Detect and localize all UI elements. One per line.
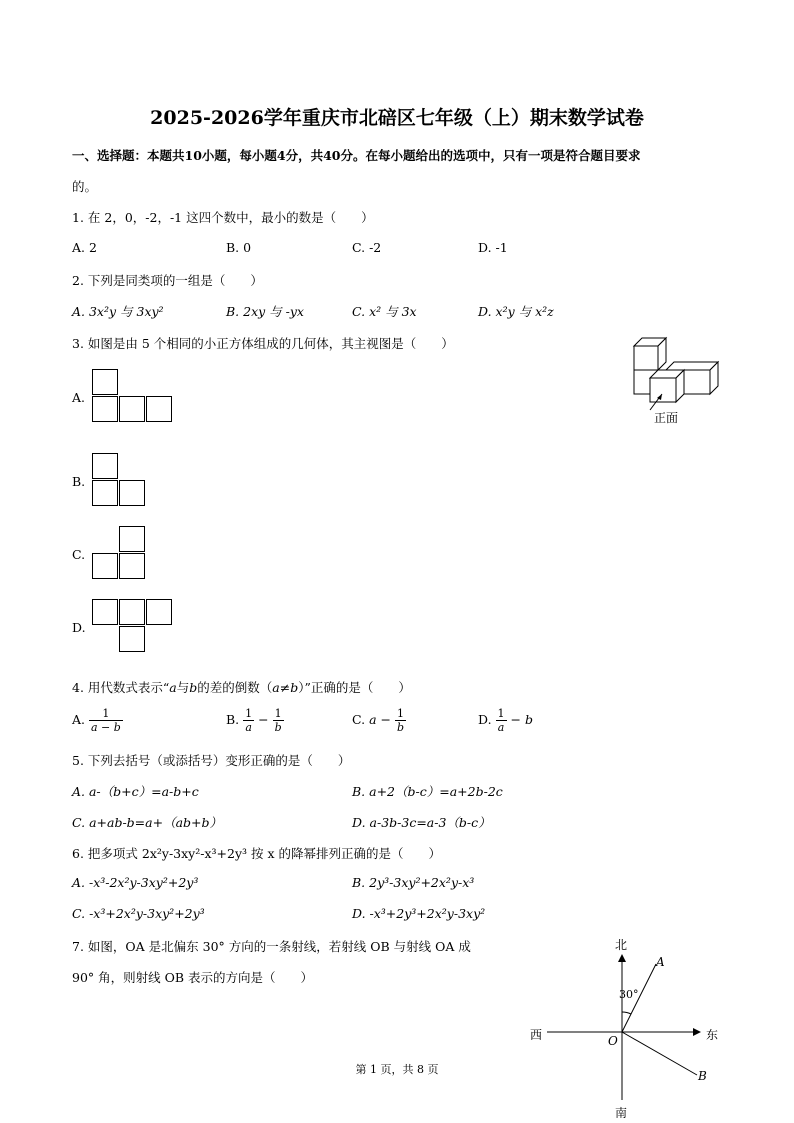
q1-stem: 1. 在 2，0，-2，-1 这四个数中，最小的数是（ ） [72, 210, 374, 225]
q3-stem: 3. 如图是由 5 个相同的小正方体组成的几何体，其主视图是（ ） [72, 336, 454, 351]
q1-option-b: B. 0 [226, 240, 252, 255]
q6-stem: 6. 把多项式 2x²y-3xy²-x³+2y³ 按 x 的降幂排列正确的是（ ） [72, 846, 442, 861]
label-south: 南 [615, 1106, 628, 1120]
q4-option-d: D. $\frac{1}{a}$ − b [478, 707, 533, 734]
q2-stem: 2. 下列是同类项的一组是（ ） [72, 273, 263, 288]
section-header-line2: 的。 [72, 179, 98, 194]
q3-option-b-label: B. [72, 474, 86, 489]
q6-option-c: C. -x³+2x²y-3xy²+2y³ [72, 906, 205, 921]
q4-option-a: A. $\frac{1}{a - b}$ [72, 707, 121, 734]
label-b: B [698, 1069, 707, 1083]
q6-option-a: A. -x³-2x²y-3xy²+2y³ [72, 875, 199, 890]
q3-front-label: 正面 [654, 411, 679, 425]
q5-option-c: C. a+ab-b=a+（ab+b） [72, 815, 223, 830]
q1-option-a: A. 2 [72, 240, 97, 255]
q3-option-a-figure [92, 369, 176, 425]
q2-option-c: C. x² 与 3x [352, 304, 417, 319]
label-a: A [656, 955, 665, 969]
q7-stem-line1: 7. 如图，OA 是北偏东 30° 方向的一条射线，若射线 OB 与射线 OA 成 [72, 939, 471, 954]
q7-stem-line2: 90° 角，则射线 OB 表示的方向是（ ） [72, 970, 314, 985]
q5-stem: 5. 下列去括号（或添括号）变形正确的是（ ） [72, 753, 351, 768]
q6-option-d: D. -x³+2y³+2x²y-3xy² [352, 906, 486, 921]
q6-option-b: B. 2y³-3xy²+2x²y-x³ [352, 875, 475, 890]
page-title: 2025-2026学年重庆市北碚区七年级（上）期末数学试卷 [150, 107, 644, 129]
section-header-line1: 一、选择题：本题共10小题，每小题4分，共40分。在每小题给出的选项中，只有一项是符合题目要求 [72, 148, 641, 163]
q3-option-b-figure [92, 453, 148, 509]
label-west: 西 [530, 1028, 543, 1042]
angle-arc [622, 1012, 631, 1014]
q5-option-b: B. a+2（b-c）=a+2b-2c [352, 784, 503, 799]
q2-option-a: A. 3x²y 与 3xy² [72, 304, 164, 319]
q3-option-d-figure [92, 599, 176, 655]
q5-option-a: A. a-（b+c）=a-b+c [72, 784, 199, 799]
q4-option-c: C. a − $\frac{1}{b}$ [352, 707, 405, 734]
label-angle: 30° [619, 988, 639, 1001]
label-east: 东 [706, 1028, 719, 1042]
q1-option-d: D. -1 [478, 240, 508, 255]
q3-option-d-label: D. [72, 620, 86, 635]
q2-option-b: B. 2xy 与 -yx [226, 304, 304, 319]
q3-option-c-figure [92, 526, 148, 582]
q2-option-d: D. x²y 与 x²z [478, 304, 554, 319]
q1-option-c: C. -2 [352, 240, 382, 255]
label-north: 北 [615, 938, 628, 952]
q4-stem: 4. 用代数式表示“a与b的差的倒数（a≠b）”正确的是（ ） [72, 680, 411, 695]
q3-option-a-label: A. [72, 390, 86, 405]
q3-option-c-label: C. [72, 547, 86, 562]
page-footer: 第 1 页，共 8 页 [355, 1063, 439, 1076]
q5-option-d: D. a-3b-3c=a-3（b-c） [352, 815, 491, 830]
q7-compass-diagram [525, 930, 755, 1120]
label-o: O [608, 1034, 618, 1048]
q4-option-b: B. $\frac{1}{a}$ − $\frac{1}{b}$ [226, 707, 282, 734]
